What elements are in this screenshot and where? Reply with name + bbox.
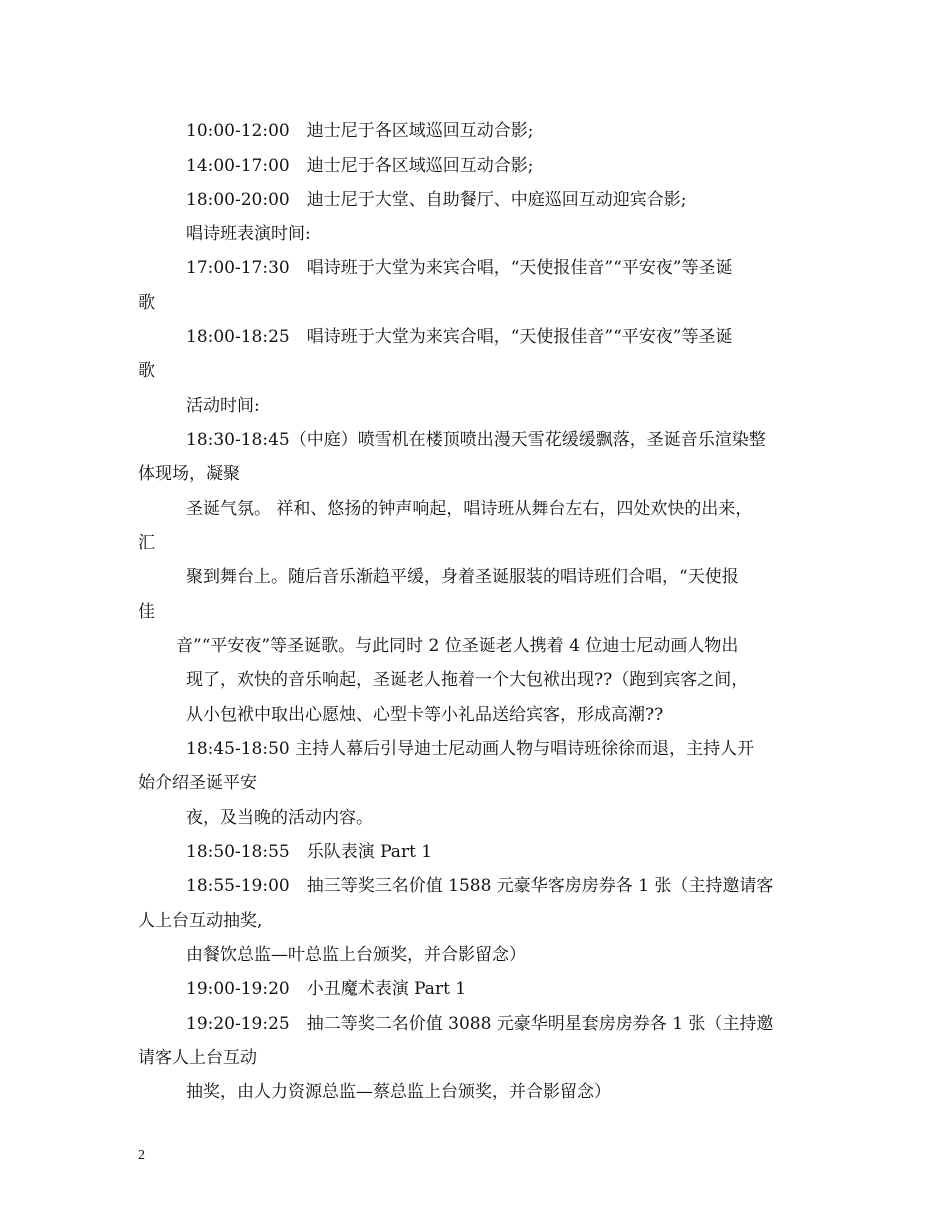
text-line: 19:00-19:20 小丑魔术表演 Part 1 (186, 979, 467, 999)
text-line: 由餐饮总监—叶总监上台颁奖，并合影留念） (186, 945, 526, 965)
text-line: 19:20-19:25 抽二等奖二名价值 3088 元豪华明星套房房券各 1 张（主持邀 (186, 1014, 774, 1034)
text-line: 18:55-19:00 抽三等奖三名价值 1588 元豪华客房房券各 1 张（主持邀请客 (186, 876, 774, 896)
text-line: 10:00-12:00 迪士尼于各区域巡回互动合影; (186, 121, 534, 141)
text-line: 歌 (138, 361, 155, 381)
text-line: 聚到舞台上。随后音乐渐趋平缓，身着圣诞服装的唱诗班们合唱，“天使报 (186, 567, 739, 587)
text-line: 18:50-18:55 乐队表演 Part 1 (186, 842, 433, 862)
text-line: 歌 (138, 293, 155, 313)
text-line: 请客人上台互动 (138, 1048, 257, 1068)
text-line: 体现场，凝聚 (138, 464, 240, 484)
text-line: 17:00-17:30 唱诗班于大堂为来宾合唱，“天使报佳音”“平安夜”等圣诞 (186, 258, 733, 278)
text-line: 音”“平安夜”等圣诞歌。与此同时 2 位圣诞老人携着 4 位迪士尼动画人物出 (176, 636, 739, 656)
page-number: 2 (138, 1148, 145, 1163)
text-line: 汇 (138, 533, 155, 553)
text-line: 人上台互动抽奖, (138, 911, 263, 931)
text-line: 18:00-20:00 迪士尼于大堂、自助餐厅、中庭巡回互动迎宾合影; (186, 190, 687, 210)
text-line: 18:45-18:50 主持人幕后引导迪士尼动画人物与唱诗班徐徐而退，主持人开 (186, 739, 755, 759)
text-line: 始介绍圣诞平安 (138, 773, 257, 793)
text-line: 18:30-18:45（中庭）喷雪机在楼顶喷出漫天雪花缓缓飘落，圣诞音乐渲染整 (186, 430, 766, 450)
text-line: 18:00-18:25 唱诗班于大堂为来宾合唱，“天使报佳音”“平安夜”等圣诞 (186, 327, 733, 347)
text-line: 14:00-17:00 迪士尼于各区域巡回互动合影; (186, 156, 534, 176)
text-line: 从小包袱中取出心愿烛、心型卡等小礼品送给宾客，形成高潮?? (186, 705, 664, 725)
text-line: 唱诗班表演时间: (186, 224, 311, 244)
text-line: 佳 (138, 602, 155, 622)
text-line: 活动时间: (186, 396, 260, 416)
text-line: 抽奖，由人力资源总监—蔡总监上台颁奖，并合影留念） (186, 1082, 611, 1102)
text-line: 圣诞气氛。 祥和、悠扬的钟声响起，唱诗班从舞台左右，四处欢快的出来， (186, 499, 753, 519)
text-line: 夜，及当晚的活动内容。 (186, 808, 373, 828)
text-line: 现了，欢快的音乐响起，圣诞老人拖着一个大包袱出现??（跑到宾客之间， (186, 670, 749, 690)
